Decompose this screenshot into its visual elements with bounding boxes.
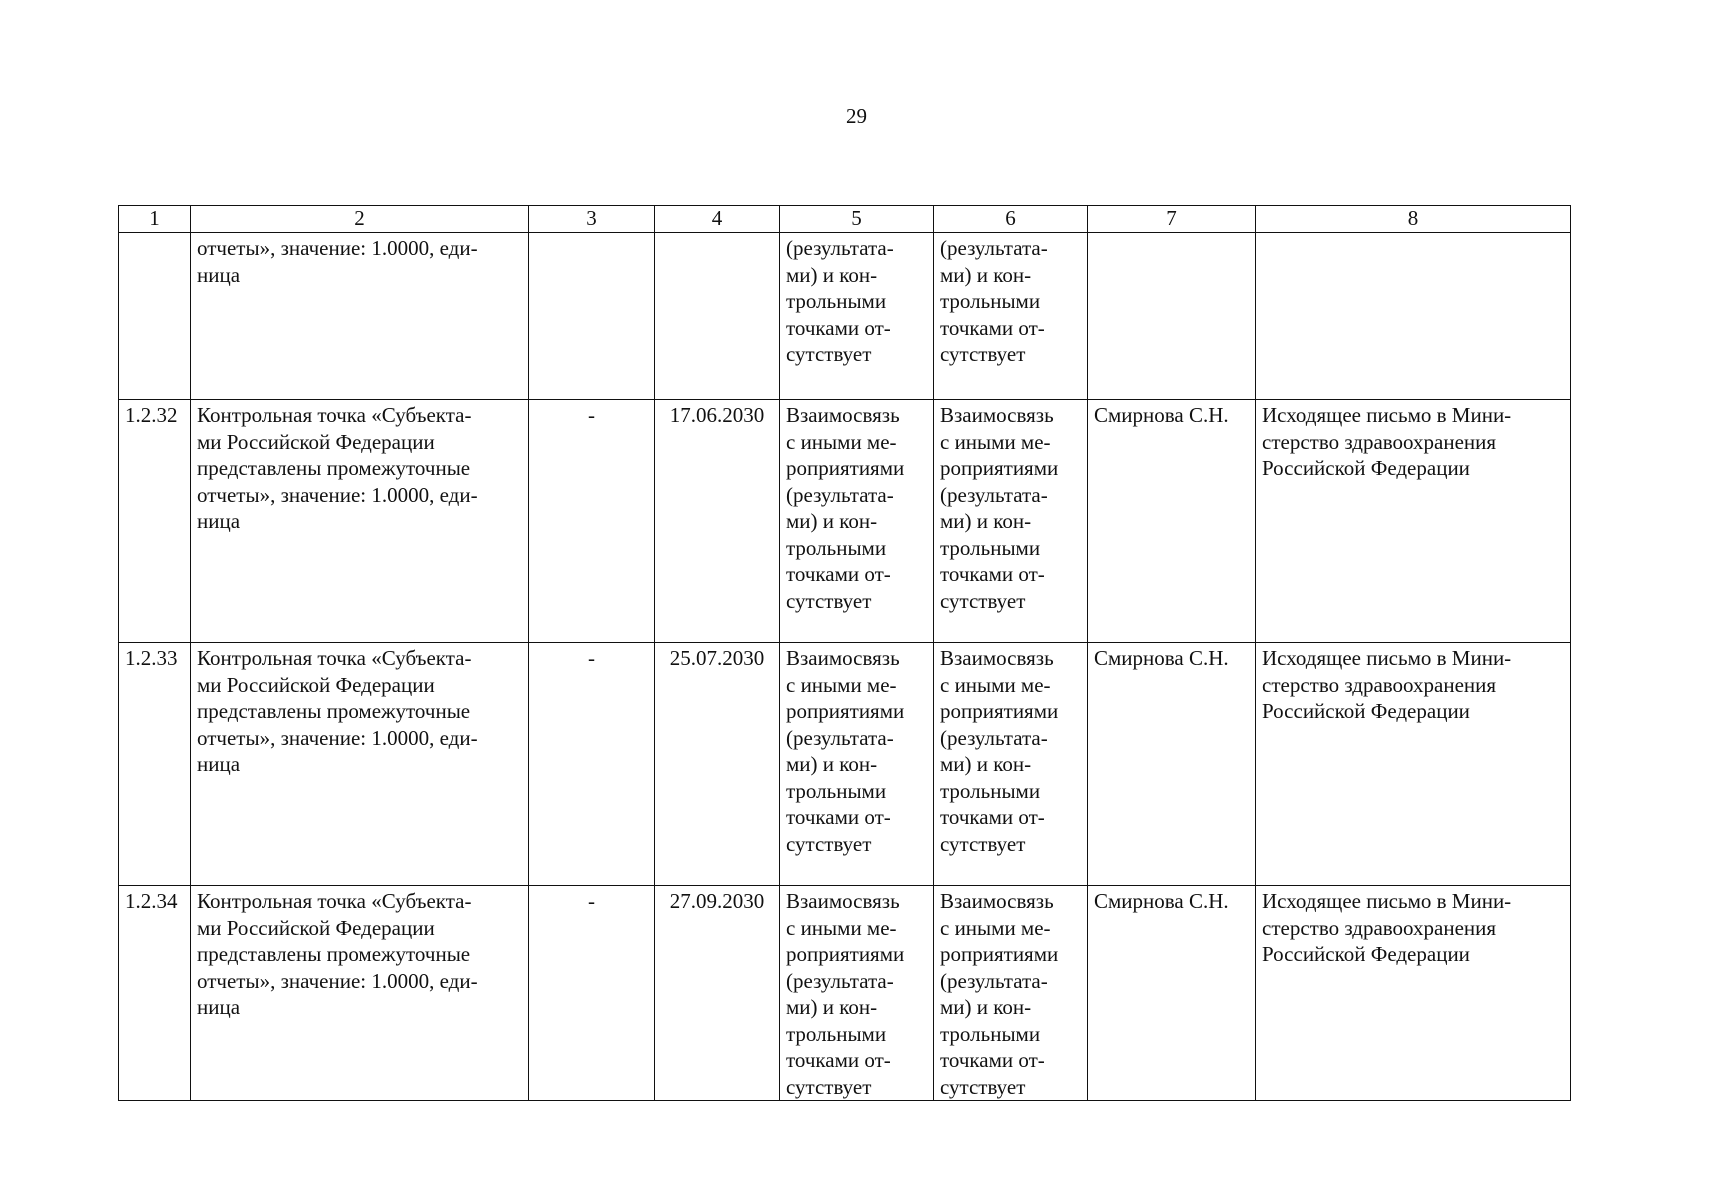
description-cell: Контрольная точка «Субъекта- ми Российской Федерации представлены промежуточные отчеты», значение: 1.0000, еди- ница [191, 643, 529, 886]
date-cell: 25.07.2030 [655, 643, 780, 886]
date-cell [655, 233, 780, 400]
column-header: 3 [529, 206, 655, 233]
relation-cell: Взаимосвязь с иными ме- роприятиями (результата- ми) и кон- трольными точками от- сутствует [934, 400, 1088, 643]
document-cell [1256, 233, 1571, 400]
description-cell: Контрольная точка «Субъекта- ми Российской Федерации представлены промежуточные отчеты», значение: 1.0000, еди- ница [191, 400, 529, 643]
column-header: 6 [934, 206, 1088, 233]
relation-cell: Взаимосвязь с иными ме- роприятиями (результата- ми) и кон- трольными точками от- сутствует [934, 886, 1088, 1101]
relation-cell: Взаимосвязь с иными ме- роприятиями (результата- ми) и кон- трольными точками от- сутствует [780, 400, 934, 643]
responsible-cell [1088, 233, 1256, 400]
row-number-cell: 1.2.32 [119, 400, 191, 643]
column-header: 4 [655, 206, 780, 233]
control-points-table [118, 205, 1571, 1101]
column-header: 8 [1256, 206, 1571, 233]
responsible-cell: Смирнова С.Н. [1088, 400, 1256, 643]
row-number-cell [119, 233, 191, 400]
description-cell: Контрольная точка «Субъекта- ми Российской Федерации представлены промежуточные отчеты», значение: 1.0000, еди- ница [191, 886, 529, 1101]
table-row [119, 643, 1571, 886]
col3-cell [529, 233, 655, 400]
relation-cell: (результата- ми) и кон- трольными точками от- сутствует [780, 233, 934, 400]
relation-cell: Взаимосвязь с иными ме- роприятиями (результата- ми) и кон- трольными точками от- сутствует [934, 643, 1088, 886]
relation-cell: (результата- ми) и кон- трольными точками от- сутствует [934, 233, 1088, 400]
relation-cell: Взаимосвязь с иными ме- роприятиями (результата- ми) и кон- трольными точками от- сутствует [780, 886, 934, 1101]
date-cell: 27.09.2030 [655, 886, 780, 1101]
col3-cell: - [529, 886, 655, 1101]
relation-cell: Взаимосвязь с иными ме- роприятиями (результата- ми) и кон- трольными точками от- сутствует [780, 643, 934, 886]
date-cell: 17.06.2030 [655, 400, 780, 643]
table-row [119, 400, 1571, 643]
description-cell: отчеты», значение: 1.0000, еди- ница [191, 233, 529, 400]
table-row [119, 886, 1571, 1101]
row-number-cell: 1.2.34 [119, 886, 191, 1101]
column-header: 2 [191, 206, 529, 233]
document-cell: Исходящее письмо в Мини- стерство здравоохранения Российской Федерации [1256, 643, 1571, 886]
column-header: 7 [1088, 206, 1256, 233]
column-header: 5 [780, 206, 934, 233]
page-number: 29 [846, 104, 867, 128]
column-number-header [119, 206, 1571, 233]
col3-cell: - [529, 400, 655, 643]
responsible-cell: Смирнова С.Н. [1088, 886, 1256, 1101]
row-number-cell: 1.2.33 [119, 643, 191, 886]
document-cell: Исходящее письмо в Мини- стерство здравоохранения Российской Федерации [1256, 400, 1571, 643]
document-cell: Исходящее письмо в Мини- стерство здравоохранения Российской Федерации [1256, 886, 1571, 1101]
table-row-continuation [119, 233, 1571, 400]
col3-cell: - [529, 643, 655, 886]
responsible-cell: Смирнова С.Н. [1088, 643, 1256, 886]
column-header: 1 [119, 206, 191, 233]
